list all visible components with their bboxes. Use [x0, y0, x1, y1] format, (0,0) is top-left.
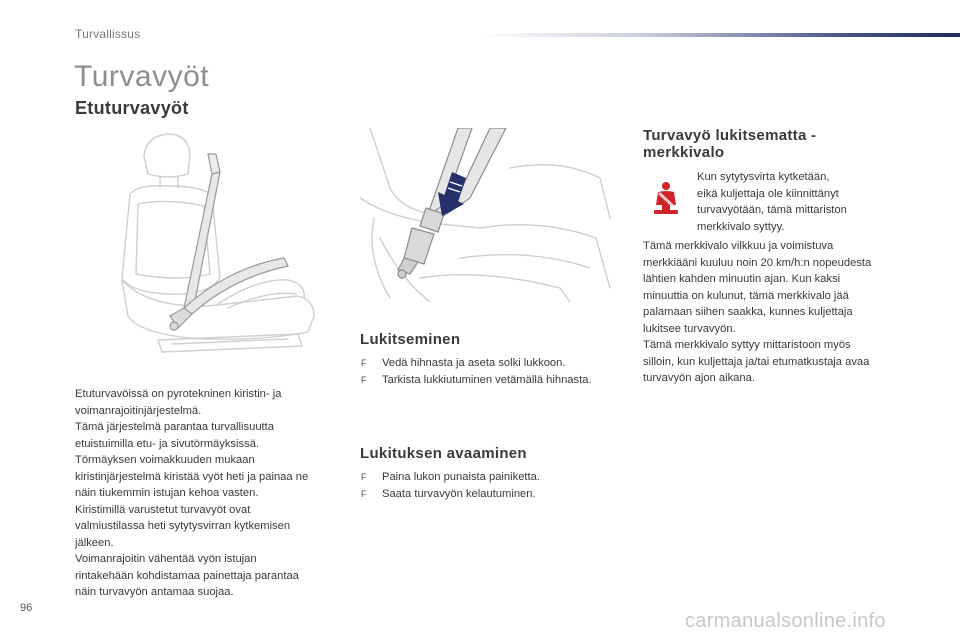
warning-body [643, 238, 943, 387]
warning-body-line: Tämä merkkivalo vilkkuu ja voimistuva [643, 240, 834, 252]
buckle-illustration [360, 128, 615, 302]
intro-line: valmiustilassa heti sytytysvirran kytkemisen [75, 520, 291, 532]
warning-icon-line: eikä kuljettaja ole kiinnittänyt [697, 187, 839, 200]
intro-line: Törmäyksen voimakkuuden mukaan [75, 454, 255, 466]
intro-line: Tämä järjestelmä parantaa turvallisuutta [75, 421, 274, 433]
warning-body-line: minuuttia on kulunut, tämä merkkivalo jää [643, 289, 849, 302]
seat-belt-illustration [108, 128, 340, 360]
section-heading: Etuturvavyöt [75, 98, 189, 118]
bullet-glyph: F [361, 375, 367, 385]
warning-heading [643, 127, 816, 161]
intro-line: Etuturvavöissä on pyrotekninen kiristin- ja [75, 388, 282, 400]
intro-line: etuistuimilla etu- ja sivutörmäyksissä. [75, 437, 260, 450]
intro-line: Voimanrajoitin vähentää vyön istujan [75, 553, 257, 565]
bullet-glyph: F [361, 489, 367, 499]
locking-steps [360, 355, 620, 389]
warning-body-line: turvavyön ajon aikana. [643, 372, 755, 384]
warning-body-line: Tämä merkkivalo syttyy mittaristoon myös [643, 339, 851, 351]
warning-icon-line: Kun sytytysvirta kytketään, [697, 171, 830, 183]
unlocking-steps [360, 469, 620, 503]
intro-line: rintakehään kohdistamaa painettaja parantaa [75, 569, 299, 582]
intro-line: jälkeen. [75, 536, 114, 549]
warning-body-line: silloin, kun kuljettaja ja/tai etumatkustaja avaa [643, 355, 870, 368]
step-text: Vedä hihnasta ja aseta solki lukkoon. [382, 357, 566, 369]
section-header: Turvallissus [75, 27, 141, 41]
warning-icon-line: turvavyötään, tämä mittariston [697, 204, 847, 216]
warning-icon-line: merkkivalo syttyy. [697, 220, 785, 233]
step-text: Saata turvavyön kelautuminen. [382, 488, 536, 500]
list-item [360, 486, 620, 503]
warning-body-line: merkkiääni kuuluu noin 20 km/h:n nopeudesta [643, 256, 872, 269]
list-item [360, 469, 620, 486]
warning-body-line: lukitsee turvavyön. [643, 322, 736, 335]
intro-paragraph [75, 386, 345, 601]
seatbelt-warning-icon [651, 181, 681, 215]
step-text: Paina lukon punaista painiketta. [382, 471, 540, 483]
intro-line: kiristinjärjestelmä kiristää vyöt heti ja painaa ne [75, 470, 309, 483]
warning-icon-text [697, 169, 897, 235]
warning-body-line: palamaan siihen saakka, kunnes kuljettaja [643, 306, 853, 318]
warning-body-line: lähtien kahden minuutin ajan. Kun kaksi [643, 273, 841, 285]
page-title: Turvavyöt [74, 60, 210, 93]
intro-line: Kiristimillä varustetut turvavyöt ovat [75, 503, 251, 516]
warning-heading-line: merkkivalo [643, 144, 725, 161]
watermark: carmanualsonline.info [685, 610, 886, 632]
step-text: Tarkista lukkiutuminen vetämällä hihnasta. [382, 374, 592, 386]
intro-line: voimanrajoitinjärjestelmä. [75, 404, 202, 417]
locking-heading: Lukitseminen [360, 331, 461, 348]
page-number: 96 [20, 602, 33, 614]
intro-line: näin tiukemmin istujan kehoa vasten. [75, 487, 259, 499]
list-item [360, 355, 620, 372]
bullet-glyph: F [361, 358, 367, 368]
list-item [360, 372, 620, 389]
unlocking-heading: Lukituksen avaaminen [360, 445, 527, 462]
warning-heading-line: Turvavyö lukitsematta - [643, 127, 817, 144]
bullet-glyph: F [361, 472, 367, 482]
header-gradient-bar [480, 33, 960, 37]
intro-line: näin turvavyön antamaa suojaa. [75, 586, 234, 598]
